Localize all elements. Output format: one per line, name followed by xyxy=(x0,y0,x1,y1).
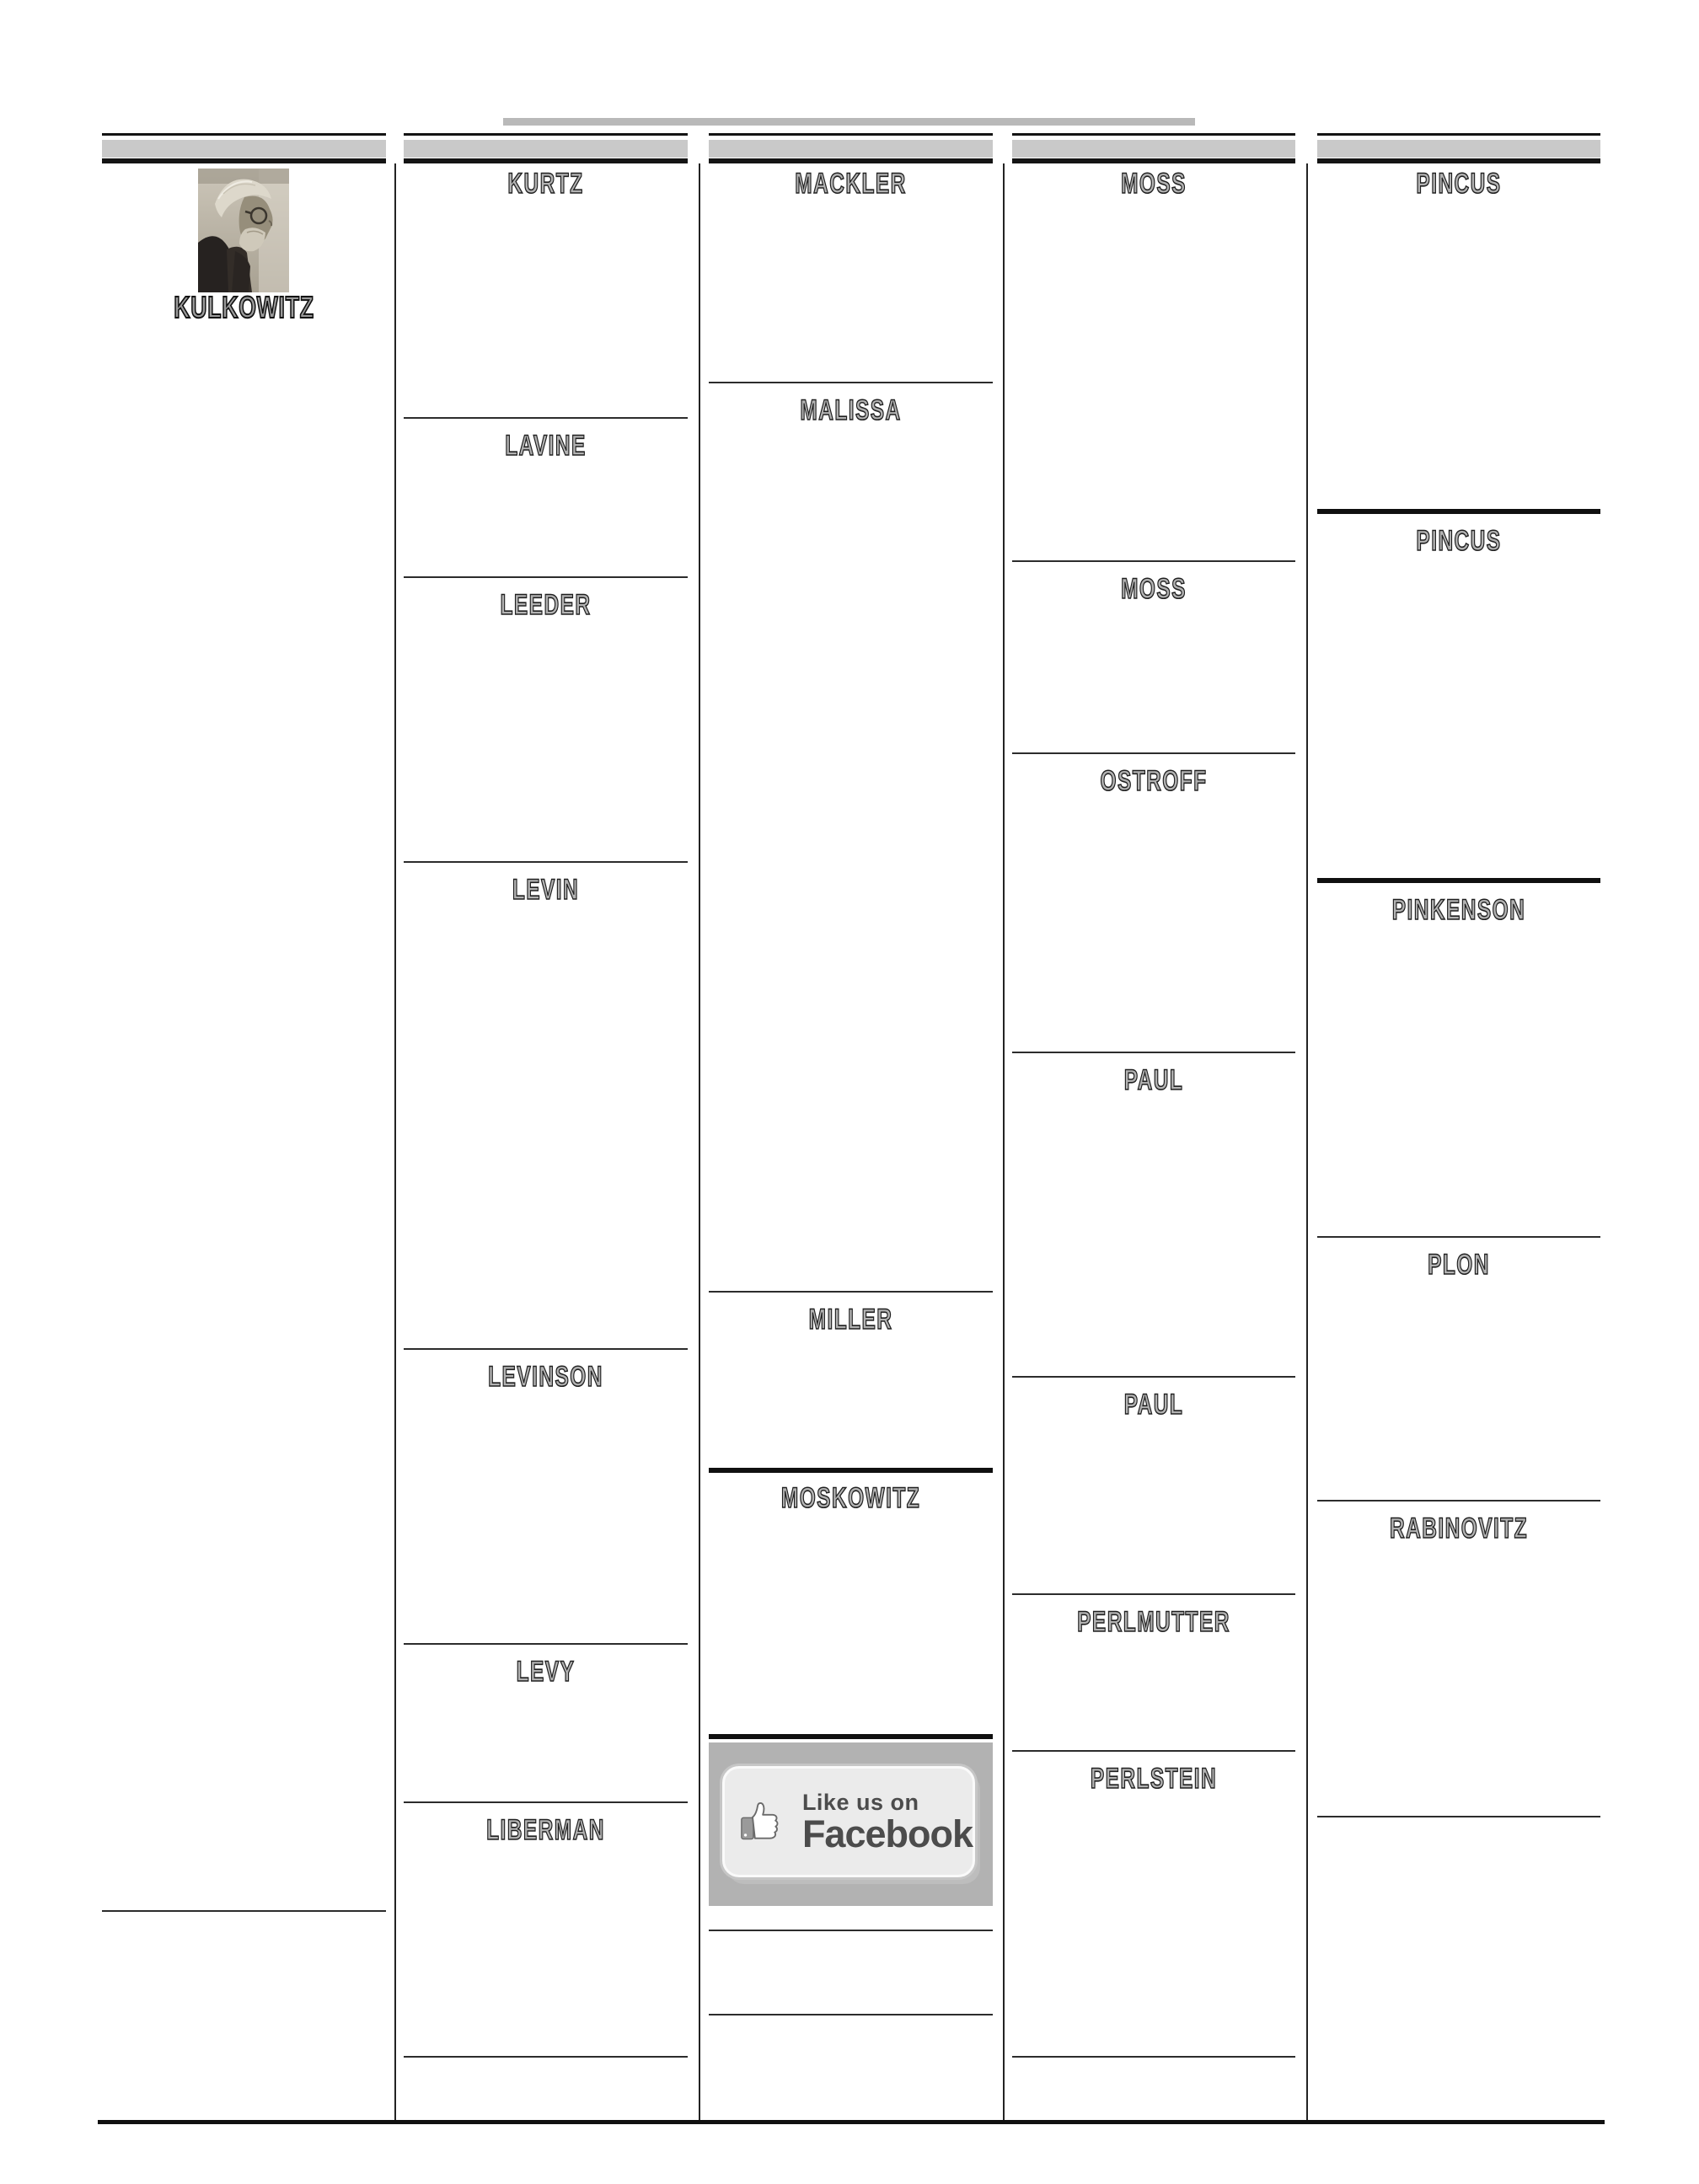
obituary-surname: LEEDER xyxy=(500,589,592,621)
section-divider xyxy=(102,1910,386,1912)
obituary-column-5 xyxy=(1317,0,1600,2184)
section-divider xyxy=(1317,1816,1600,1817)
obituary-photo xyxy=(198,169,289,292)
section-divider xyxy=(709,1930,993,1931)
facebook-badge-text xyxy=(802,1790,973,1854)
page-bottom-rule xyxy=(98,2120,1605,2124)
photo-caption: KULKOWITZ xyxy=(174,290,314,324)
entry-divider xyxy=(1012,752,1295,754)
entry-divider xyxy=(1317,509,1600,514)
obituary-surname: PERLMUTTER xyxy=(1077,1606,1230,1638)
obituary-surname: RABINOVITZ xyxy=(1389,1512,1529,1544)
obituary-surname: KURTZ xyxy=(507,168,584,200)
obituary-surname: PINCUS xyxy=(1416,168,1502,200)
entry-divider xyxy=(1012,1593,1295,1595)
entry-divider xyxy=(1012,1052,1295,1053)
entry-divider xyxy=(709,382,993,383)
obituary-column-4 xyxy=(1012,0,1295,2184)
obituary-surname: MOSS xyxy=(1121,168,1187,200)
entry-divider xyxy=(1012,1376,1295,1378)
obituary-surname: LEVIN xyxy=(512,874,580,906)
entry-divider xyxy=(404,1348,688,1350)
entry-divider xyxy=(404,417,688,419)
entry-divider xyxy=(1012,1750,1295,1752)
obituary-column-2 xyxy=(404,0,688,2184)
column-divider xyxy=(394,163,396,2122)
obituary-column-3 xyxy=(709,0,993,2184)
thumbs-up-icon xyxy=(740,1798,791,1845)
section-divider xyxy=(1012,2056,1295,2058)
entry-divider xyxy=(404,1643,688,1645)
obituary-surname: LEVY xyxy=(516,1656,576,1688)
obituary-surname: MOSKOWITZ xyxy=(780,1482,921,1514)
entry-divider xyxy=(404,576,688,578)
obituary-surname: LIBERMAN xyxy=(486,1814,605,1846)
obituary-surname: PINKENSON xyxy=(1391,894,1526,926)
obituary-surname: PERLSTEIN xyxy=(1090,1763,1218,1795)
obituary-surname: LAVINE xyxy=(505,430,587,462)
obituary-surname: MALISSA xyxy=(800,394,902,426)
obituary-surname: MOSS xyxy=(1121,573,1187,605)
facebook-like-badge[interactable] xyxy=(722,1766,975,1877)
entry-divider xyxy=(1317,878,1600,883)
facebook-badge-line1: Like us on xyxy=(801,1790,919,1815)
section-divider xyxy=(709,1734,993,1739)
obituary-surname: PINCUS xyxy=(1416,525,1502,557)
obituary-column-1 xyxy=(102,0,386,2184)
entry-divider xyxy=(404,861,688,863)
entry-divider xyxy=(404,1801,688,1803)
obituary-surname: PLON xyxy=(1428,1249,1490,1281)
obituary-surname: PAUL xyxy=(1123,1064,1184,1096)
obituary-surname: PAUL xyxy=(1123,1389,1184,1421)
section-divider xyxy=(404,2056,688,2058)
obituary-surname: MACKLER xyxy=(795,168,907,200)
column-divider xyxy=(1003,163,1005,2122)
section-divider xyxy=(709,2014,993,2015)
entry-divider xyxy=(709,1291,993,1293)
facebook-badge-line2: Facebook xyxy=(801,1812,973,1855)
column-divider xyxy=(1306,163,1308,2122)
entry-divider xyxy=(1317,1500,1600,1502)
entry-divider xyxy=(1317,1236,1600,1238)
obituary-surname: OSTROFF xyxy=(1100,765,1208,797)
entry-divider xyxy=(709,1468,993,1473)
obituary-surname: MILLER xyxy=(808,1303,893,1336)
obituary-surname: LEVINSON xyxy=(488,1361,603,1393)
entry-divider xyxy=(1012,560,1295,562)
column-divider xyxy=(699,163,700,2122)
facebook-promo-block xyxy=(709,1742,993,1906)
